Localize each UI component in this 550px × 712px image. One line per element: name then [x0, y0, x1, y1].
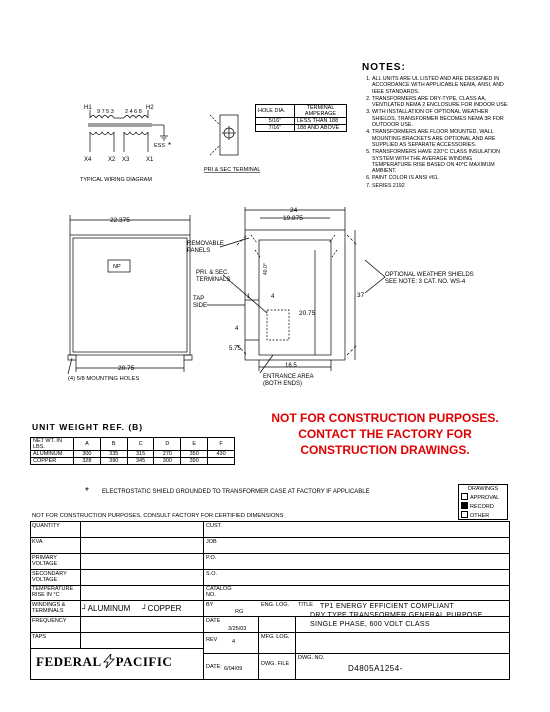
federal-pacific-logo: [36, 654, 172, 670]
drawings-option-label: RECORD: [470, 504, 494, 510]
pri-sec-terminals-label: PRI. & SEC. TERMINALS: [196, 270, 231, 283]
label-eng-log: ENG. LOG.: [261, 602, 290, 608]
hole-table: [255, 104, 347, 132]
note-item: 3. WITH INSTALLATION OF OPTIONAL WEATHER SHIELDS, TRANSFORMER BECOMES NEMA 3R FOR OUTDOOR USE.: [372, 109, 512, 128]
notes-section: [362, 62, 512, 190]
weight-title: UNIT WEIGHT REF. (B): [32, 422, 144, 432]
not-for-construction-note: NOT FOR CONSTRUCTION PURPOSES. CONSULT FACTORY FOR CERTIFIED DIMENSIONS: [32, 513, 284, 519]
wiring-ess: ESS: [154, 143, 166, 149]
label-job: JOB: [206, 539, 217, 545]
label-by: BY: [206, 602, 214, 608]
title-line-2: DRY TYPE TRANSFORMER GENERAL PURPOSE: [310, 612, 483, 619]
wiring-x3: X3: [122, 157, 130, 163]
option-bracket-icon: ┘: [142, 604, 148, 613]
checkbox-icon: [461, 493, 468, 500]
aluminum-label: ALUMINUM: [87, 604, 131, 613]
warning-line-3: CONSTRUCTION DRAWINGS.: [300, 443, 470, 457]
dwg-number: D4805A1254-: [348, 664, 403, 673]
value-date2: 6/04/09: [224, 666, 243, 672]
logo-federal: FEDERAL: [36, 654, 102, 669]
hole-table-cell: 5/16": [256, 118, 295, 125]
wiring-x1: X1: [146, 157, 154, 163]
wiring-ess-asterisk: *: [168, 141, 172, 150]
front-mounting-holes: (4) 5/8 MOUNTING HOLES: [68, 376, 140, 382]
title-block: [30, 480, 510, 680]
side-inner-width-dim: 19.875: [283, 215, 303, 222]
side-dim-575: 5.75: [229, 346, 241, 352]
drawings-box: [458, 484, 508, 520]
logo-pacific: PACIFIC: [115, 654, 173, 669]
wiring-h1: H1: [84, 105, 92, 111]
hole-table-cell: 188 AND ABOVE: [295, 125, 347, 132]
label-rev: REV: [206, 637, 218, 643]
weight-cell: [208, 458, 235, 465]
label-catalog: CATALOG NO.: [206, 586, 232, 598]
label-primary-voltage: PRIMARY VOLTAGE: [32, 555, 58, 567]
label-cust: CUST.: [206, 523, 222, 529]
weight-cell: 300: [74, 451, 101, 458]
checkbox-checked-icon: [461, 502, 468, 509]
wiring-taps-left: 9 7 5 3: [97, 109, 114, 115]
entrance-area-label: ENTRANCE AREA (BOTH ENDS): [263, 374, 314, 387]
label-so: S.O.: [206, 571, 218, 577]
weather-shields-leader: [365, 255, 390, 295]
weight-header: D: [154, 438, 181, 451]
weight-cell: 335: [100, 451, 127, 458]
label-dwg-no: DWG. NO.: [298, 655, 325, 661]
value-date: 3/25/03: [228, 626, 247, 632]
warning-line-2: CONTACT THE FACTORY FOR: [298, 427, 472, 441]
wiring-diagram: [70, 100, 190, 190]
label-date: DATE: [206, 618, 221, 624]
front-view-drawing: [60, 210, 200, 385]
side-dim-1: 1: [247, 294, 251, 300]
front-base-dim: 20.75: [118, 365, 135, 372]
option-bracket-icon: ┘: [82, 604, 88, 613]
note-item: 7. SERIES 2192: [372, 183, 512, 189]
weight-cell: 345: [127, 458, 154, 465]
notes-list: [362, 76, 512, 189]
construction-warning: [250, 410, 520, 458]
label-quantity: QUANTITY: [32, 523, 60, 529]
side-dim-4b: 4: [235, 326, 239, 332]
drawings-option-record[interactable]: [461, 502, 505, 511]
note-item: 1. ALL UNITS ARE UL LISTED AND ARE DESIGNED IN ACCORDANCE WITH APPLICABLE NEMA, ANSI, AND IEEE STANDARDS.: [372, 76, 512, 95]
drawings-option-label: OTHER: [470, 513, 490, 519]
lightning-bolt-icon: [102, 654, 116, 668]
label-date2: DATE:: [206, 664, 222, 670]
label-taps: TAPS: [32, 634, 46, 640]
weight-cell: 315: [127, 451, 154, 458]
wiring-x2: X2: [108, 157, 116, 163]
weight-cell: 300: [154, 458, 181, 465]
windings-copper-option[interactable]: [142, 604, 181, 613]
label-windings-terminals: WINDINGS & TERMINALS: [32, 602, 66, 614]
label-mfg-log: MFG. LOG.: [261, 634, 290, 640]
wiring-caption: TYPICAL WIRING DIAGRAM: [80, 177, 152, 183]
note-item: 4. TRANSFORMERS ARE FLOOR MOUNTED. WALL MOUNTING BRACKETS ARE OPTIONAL AND ARE SUPPLIED AS SEPARATE ACCESSORIES.: [372, 129, 512, 148]
hole-table-cell: LESS THAN 188: [295, 118, 347, 125]
weight-cell: 390: [100, 458, 127, 465]
warning-line-1: NOT FOR CONSTRUCTION PURPOSES.: [271, 411, 499, 425]
weight-header: F: [208, 438, 235, 451]
weight-cell: COPPER: [31, 458, 74, 465]
weight-cell: ALUMINUM: [31, 451, 74, 458]
label-secondary-voltage: SECONDARY VOLTAGE: [32, 571, 67, 583]
esd-asterisk: *: [85, 486, 89, 497]
title-line-3: SINGLE PHASE, 600 VOLT CLASS: [310, 621, 430, 628]
removable-panels-label: REMOVABLE PANELS: [187, 241, 224, 254]
title-text: [310, 602, 483, 629]
label-kva: KVA: [32, 539, 43, 545]
weight-table: [30, 437, 235, 465]
weight-cell: 270: [154, 451, 181, 458]
value-rev: 4: [232, 639, 236, 645]
weight-cell: 390: [181, 458, 208, 465]
label-frequency: FREQUENCY: [32, 618, 67, 624]
weight-header: E: [181, 438, 208, 451]
esd-note: ELECTROSTATIC SHIELD GROUNDED TO TRANSFORMER CASE AT FACTORY IF APPLICABLE: [102, 489, 370, 495]
label-dwg-file: DWG. FILE: [261, 661, 290, 667]
weather-shields-label: OPTIONAL WEATHER SHIELDS SEE NOTE: 3 CAT. NO. WS-4: [385, 272, 474, 285]
hole-table-cell: 7/16": [256, 125, 295, 132]
weight-header: A: [74, 438, 101, 451]
weight-cell: 350: [181, 451, 208, 458]
weight-header: B: [100, 438, 127, 451]
drawings-label: DRAWINGS: [467, 486, 499, 492]
drawings-option-other[interactable]: [461, 511, 505, 520]
copper-label: COPPER: [147, 604, 182, 613]
hole-table-header: TERMINAL AMPERAGE: [295, 105, 347, 118]
label-temperature-rise: TEMPERATURE RISE IN °C: [32, 586, 74, 598]
weight-header: NET WT. IN LBS.: [31, 438, 74, 451]
drawings-option-approval[interactable]: [461, 493, 505, 502]
label-title: TITLE: [298, 602, 313, 608]
title-line-1: TP1 ENERGY EFFICIENT COMPLIANT: [320, 603, 454, 610]
drawings-option-label: APPROVAL: [470, 495, 500, 501]
weight-cell: 430: [208, 451, 235, 458]
side-height-dim: 37: [357, 292, 365, 299]
wiring-taps-right: 2 4 6 8: [125, 109, 142, 115]
weight-cell: 328: [74, 458, 101, 465]
terminal-caption: PRI & SEC TERMINAL: [204, 167, 261, 173]
notes-title: NOTES:: [362, 62, 406, 73]
weight-header: C: [127, 438, 154, 451]
checkbox-icon: [461, 511, 468, 518]
wiring-h2: H2: [146, 105, 154, 111]
side-inner-height-dim: 20.75: [299, 310, 316, 317]
label-po: P.O.: [206, 555, 217, 561]
side-dim-4a: 4: [271, 294, 275, 300]
side-angle: 40.0°: [263, 263, 269, 275]
tap-side-label: TAP SIDE: [193, 296, 208, 309]
side-width-dim: 24: [290, 207, 298, 214]
hole-table-header: HOLE DIA.: [256, 105, 295, 118]
side-dim-165: 16.5: [285, 363, 297, 369]
value-by: RG: [235, 609, 244, 615]
front-width-dim: 22.375: [110, 217, 130, 224]
note-item: 5. TRANSFORMERS HAVE 220°C CLASS INSULATION SYSTEM WITH THE AVERAGE WINDING TEMPERATURE RISE BASED ON 40°C MAXIMUM AMBIENT.: [372, 149, 512, 174]
windings-aluminum-option[interactable]: [82, 604, 130, 613]
wiring-x4: X4: [84, 157, 92, 163]
front-nameplate: NP: [113, 264, 121, 270]
note-item: 2. TRANSFORMERS ARE DRY-TYPE, CLASS AA, VENTILATED NEMA 2 ENCLOSURE FOR INDOOR USE.: [372, 96, 512, 109]
note-item: 6. PAINT COLOR IS ANSI #61.: [372, 175, 512, 181]
